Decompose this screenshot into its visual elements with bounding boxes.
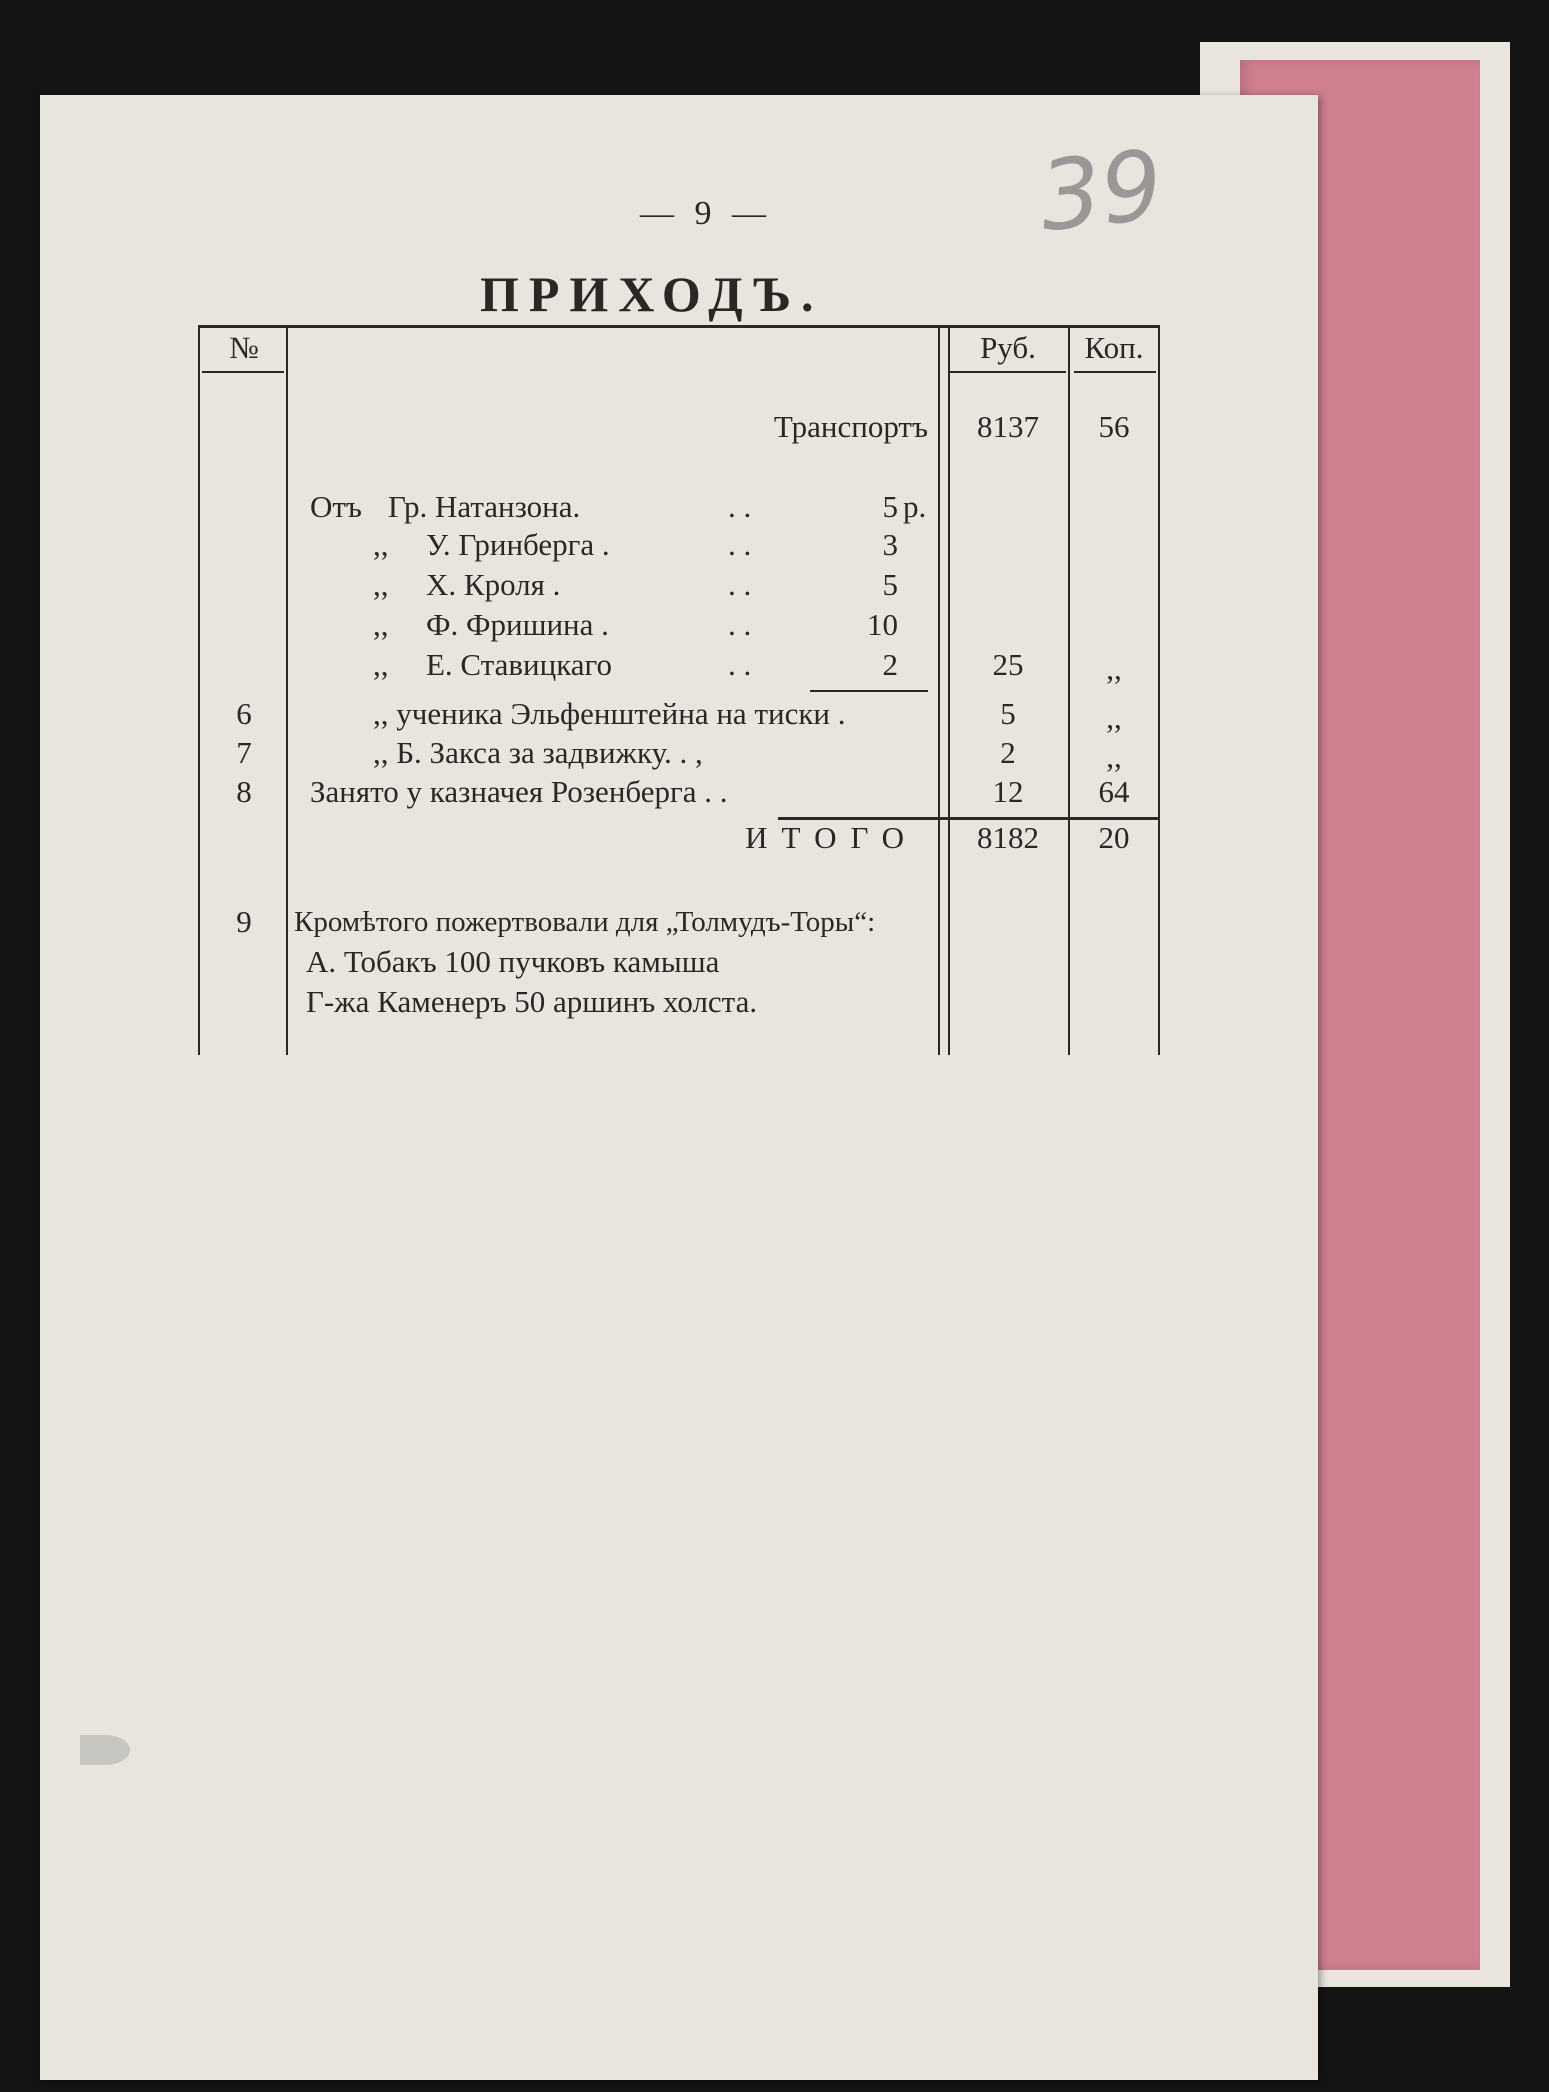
- row-kop: ,,: [1106, 739, 1122, 774]
- total-label: ИТОГО: [745, 820, 918, 855]
- donor-dots: . .: [728, 567, 752, 602]
- note-line: Г-жа Каменеръ 50 аршинъ холста.: [306, 984, 758, 1019]
- donor-amount: 5: [882, 567, 898, 602]
- donors-total-kop: ,,: [1106, 651, 1122, 686]
- donor-amount: 5: [882, 489, 898, 524]
- donor-name: У. Гринберга .: [426, 527, 610, 562]
- donor-prefix: ,,: [373, 567, 389, 602]
- number-column-rule: [286, 325, 288, 1055]
- pencil-folio-mark: 39: [1034, 128, 1168, 254]
- donor-dots: . .: [728, 607, 752, 642]
- donor-prefix: ,,: [373, 607, 389, 642]
- header-no: №: [229, 330, 259, 365]
- page-tear: [80, 1735, 130, 1765]
- document-page: [40, 95, 1318, 2080]
- donor-name: Гр. Натанзона.: [388, 489, 581, 524]
- row-number: 6: [236, 696, 252, 731]
- donor-unit: р.: [903, 489, 927, 524]
- donor-amount: 3: [882, 527, 898, 562]
- row-kop: ,,: [1106, 700, 1122, 735]
- donor-name: Ф. Фришина .: [426, 607, 609, 642]
- row-kop: 64: [1098, 774, 1130, 809]
- note-line: Кромѣтого пожертвовали для „Толмудъ-Торы“:: [294, 906, 876, 938]
- donor-prefix: ,,: [373, 647, 389, 682]
- donor-dots: . .: [728, 489, 752, 524]
- table-left-rule: [198, 325, 200, 1055]
- donor-dots: . .: [728, 527, 752, 562]
- total-rub: 8182: [977, 820, 1039, 855]
- page-heading: ПРИХОДЪ.: [480, 266, 824, 322]
- table-top-rule: [198, 325, 1160, 328]
- transport-rub: 8137: [977, 409, 1039, 444]
- donor-sum-rule: [810, 690, 928, 692]
- header-kop: Коп.: [1084, 330, 1144, 365]
- row-rub: 5: [1000, 696, 1016, 731]
- row-text: ,, ученика Эльфенштейна на тиски .: [373, 696, 846, 731]
- donors-total-rub: 25: [992, 647, 1024, 682]
- donor-prefix: ,,: [373, 527, 389, 562]
- rub-header-underline: [950, 371, 1066, 373]
- ledger-table: [198, 325, 1160, 1055]
- donor-amount: 10: [867, 607, 898, 642]
- header-rub: Руб.: [980, 330, 1036, 365]
- donor-name: Е. Ставицкаго: [426, 647, 612, 682]
- row-rub: 2: [1000, 735, 1016, 770]
- note-line: А. Тобакъ 100 пучковъ камыша: [306, 944, 720, 979]
- no-header-underline: [202, 371, 284, 373]
- note-number: 9: [236, 904, 252, 939]
- donor-dots: . .: [728, 647, 752, 682]
- transport-label: Транспортъ: [773, 409, 928, 444]
- row-number: 7: [236, 735, 252, 770]
- row-rub: 12: [992, 774, 1024, 809]
- row-number: 8: [236, 774, 252, 809]
- total-kop: 20: [1098, 820, 1130, 855]
- row-text: Занято у казначея Розенберга . .: [310, 774, 728, 809]
- table-right-rule: [1158, 325, 1160, 1055]
- page-number: — 9 —: [640, 195, 772, 232]
- row-text: ,, Б. Закса за задвижку. . ,: [373, 735, 703, 770]
- donor-amount: 2: [882, 647, 898, 682]
- donor-name: Х. Кроля .: [426, 567, 561, 602]
- kop-header-underline: [1074, 371, 1156, 373]
- donor-prefix: Отъ: [310, 489, 362, 524]
- transport-kop: 56: [1098, 409, 1130, 444]
